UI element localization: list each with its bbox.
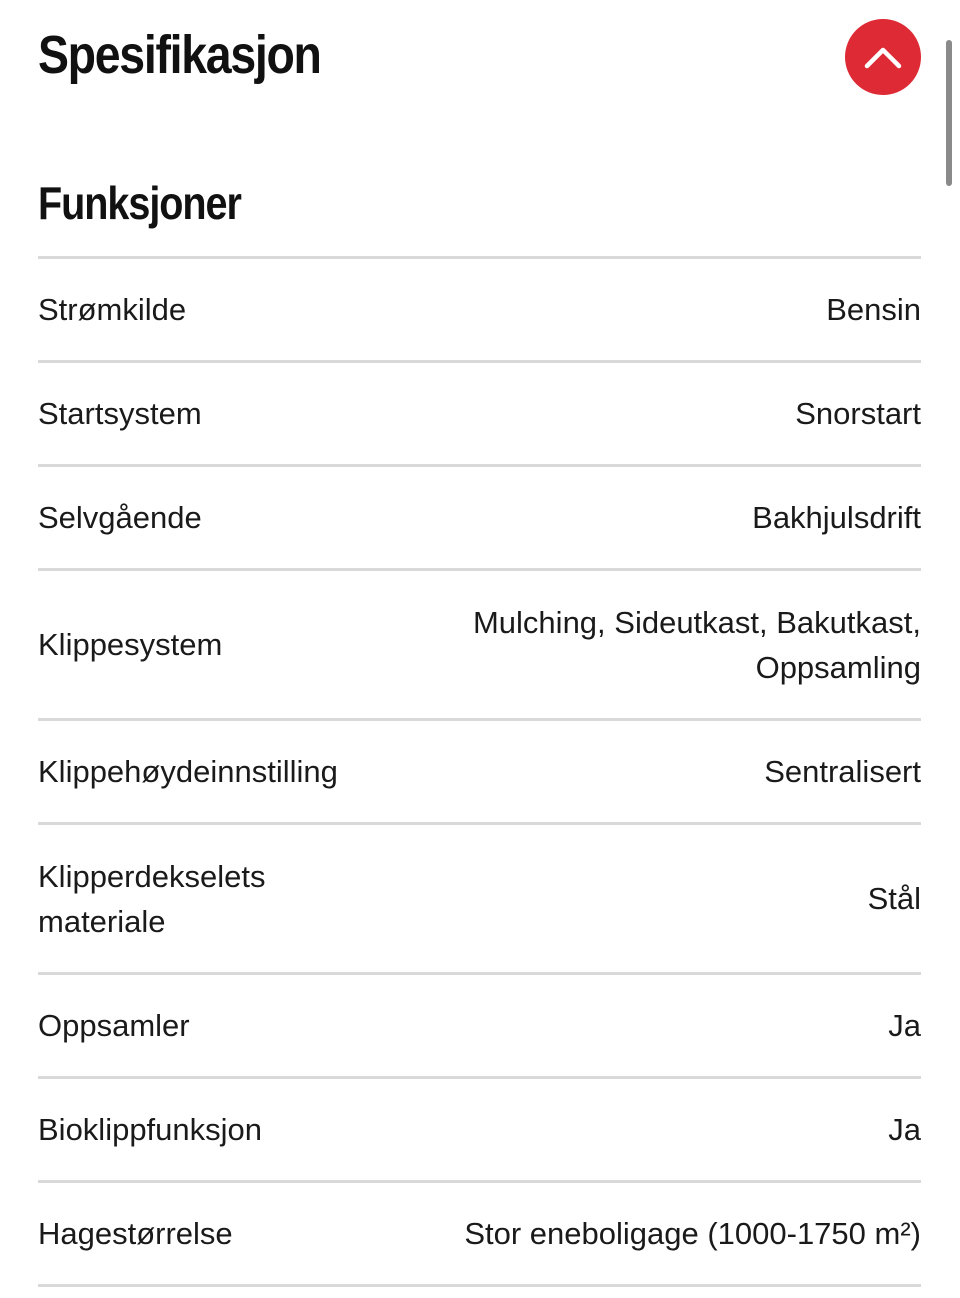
- spec-value: Snorstart: [795, 396, 921, 431]
- spec-value: Ja: [888, 1112, 921, 1147]
- collapse-button[interactable]: [845, 19, 921, 95]
- spec-row-klippehoyde: [38, 721, 921, 825]
- spec-label: Strømkilde: [38, 292, 187, 327]
- spec-row-deksel-materiale: [38, 825, 921, 975]
- spec-label: Klippehøydeinnstilling: [38, 754, 338, 789]
- spec-label: Startsystem: [38, 396, 202, 431]
- spec-row-klippesystem: [38, 571, 921, 721]
- spec-row-oppsamler: [38, 975, 921, 1079]
- spec-value: Mulching, Sideutkast, Bakutkast, Oppsamling: [472, 604, 921, 685]
- spec-value: Bakhjulsdrift: [752, 500, 921, 535]
- spec-row-startsystem: [38, 363, 921, 467]
- spec-row-bioklipp: [38, 1079, 921, 1183]
- spec-value: Sentralisert: [764, 754, 921, 789]
- spec-row-selvgaende: [38, 467, 921, 571]
- spec-row-hagestorrelse: [38, 1183, 921, 1287]
- spec-value: Stål: [867, 881, 921, 916]
- chevron-up-icon: [863, 45, 903, 69]
- spec-value: Ja: [888, 1008, 921, 1043]
- spec-label: Selvgående: [38, 500, 202, 535]
- section-title: Funksjoner: [38, 177, 241, 229]
- spec-label: Oppsamler: [38, 1008, 190, 1043]
- spec-value: Bensin: [826, 292, 921, 327]
- spec-value: Stor eneboligage (1000-1750 m²): [464, 1216, 921, 1251]
- page-title: Spesifikasjon: [38, 25, 321, 85]
- spec-label: Hagestørrelse: [38, 1216, 233, 1251]
- spec-table: [38, 256, 921, 1287]
- spec-label: Klipperdekselets materiale: [38, 858, 266, 939]
- scrollbar[interactable]: [946, 40, 952, 186]
- spec-label: Klippesystem: [38, 627, 223, 662]
- spec-label: Bioklippfunksjon: [38, 1112, 263, 1147]
- spec-row-stromkilde: [38, 259, 921, 363]
